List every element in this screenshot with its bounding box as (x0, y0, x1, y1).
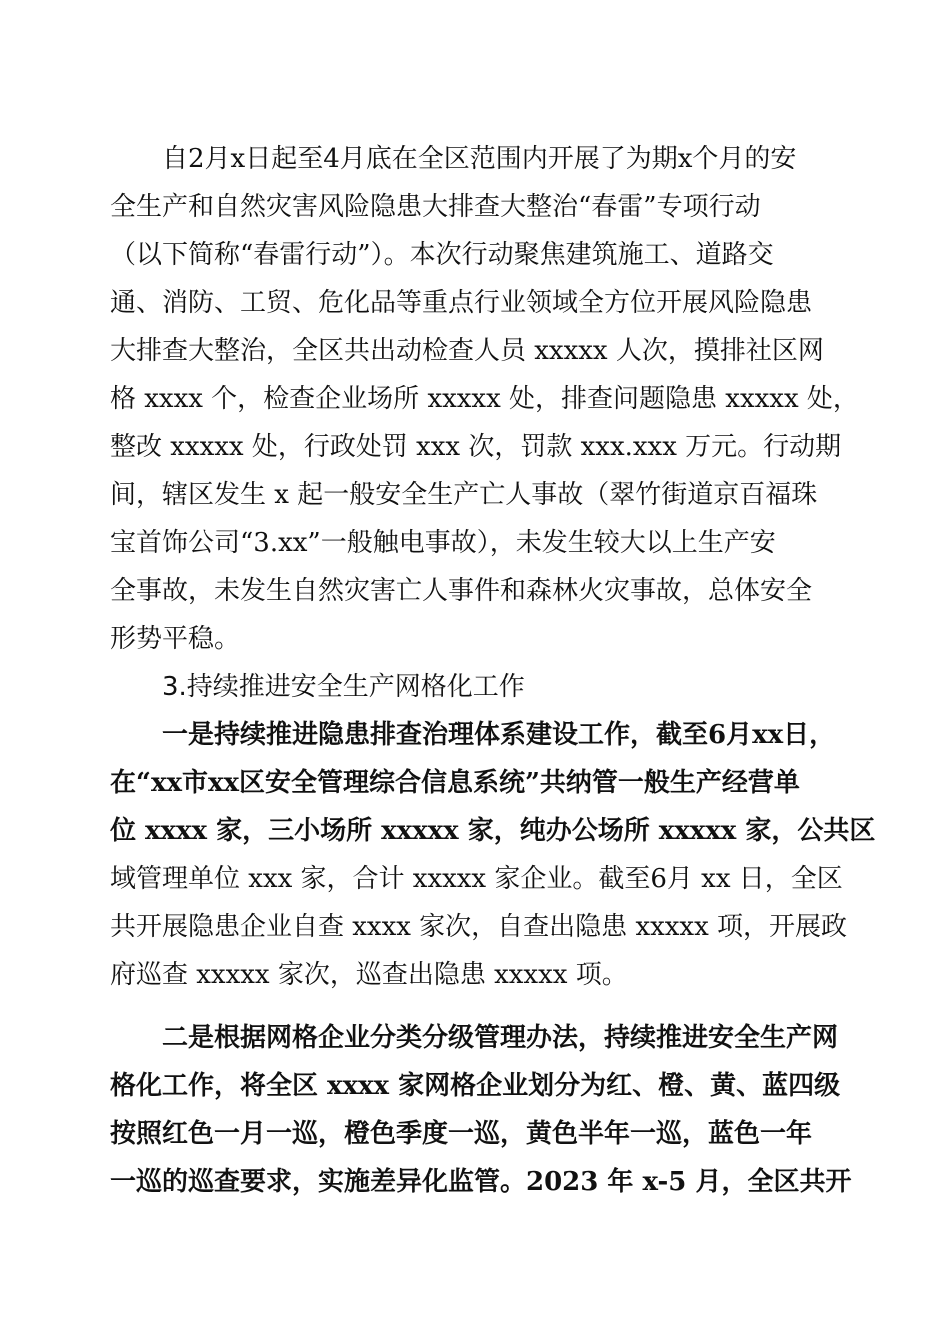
paragraph-1-line: 形势平稳。 (110, 624, 241, 654)
paragraph-1-line: 间，辖区发生 x 起一般安全生产亡人事故（翠竹街道京百福珠 (110, 480, 818, 510)
paragraph-3-line: 格化工作，将全区 xxxx 家网格企业划分为红、橙、黄、蓝四级 (110, 1071, 841, 1101)
paragraph-1-line: 自2月x日起至4月底在全区范围内开展了为期x个月的安 (162, 144, 797, 174)
paragraph-2-line: 一是持续推进隐患排查治理体系建设工作，截至6月xx日， (162, 720, 836, 750)
paragraph-3-line: 按照红色一月一巡，橙色季度一巡，黄色半年一巡，蓝色一年 (110, 1119, 813, 1149)
paragraph-3-line: 一巡的巡查要求，实施差异化监管。2023 年 x-5 月，全区共开 (110, 1167, 852, 1197)
paragraph-1-line: 全生产和自然灾害风险隐患大排查大整治“春雷”专项行动 (110, 192, 761, 222)
paragraph-2-line: 域管理单位 xxx 家，合计 xxxxx 家企业。截至6月 xx 日，全区 (110, 864, 843, 894)
paragraph-2-line: 共开展隐患企业自查 xxxx 家次，自查出隐患 xxxxx 项，开展政 (110, 912, 848, 942)
paragraph-1-line: （以下简称“春雷行动”）。本次行动聚焦建筑施工、道路交 (110, 240, 774, 270)
paragraph-2-line: 在“xx市xx区安全管理综合信息系统”共纳管一般生产经营单 (110, 768, 800, 798)
paragraph-2-line: 府巡查 xxxxx 家次，巡查出隐患 xxxxx 项。 (110, 960, 628, 990)
paragraph-1-line: 整改 xxxxx 处，行政处罚 xxx 次，罚款 xxx.xxx 万元。行动期 (110, 432, 842, 462)
paragraph-1-line: 全事故，未发生自然灾害亡人事件和森林火灾事故，总体安全 (110, 576, 813, 606)
paragraph-1-line: 格 xxxx 个，检查企业场所 xxxxx 处，排查问题隐患 xxxxx 处， (110, 384, 859, 414)
paragraph-1-line: 通、消防、工贸、危化品等重点行业领域全方位开展风险隐患 (110, 288, 813, 318)
paragraph-1-line: 大排查大整治，全区共出动检查人员 xxxxx 人次，摸排社区网 (110, 336, 824, 366)
paragraph-3-line: 二是根据网格企业分类分级管理办法，持续推进安全生产网 (162, 1023, 839, 1053)
paragraph-2-line: 位 xxxx 家，三小场所 xxxxx 家，纯办公场所 xxxxx 家，公共区 (110, 816, 876, 846)
section-heading: 3.持续推进安全生产网格化工作 (162, 672, 525, 702)
paragraph-1-line: 宝首饰公司“3.xx”一般触电事故），未发生较大以上生产安 (110, 528, 776, 558)
